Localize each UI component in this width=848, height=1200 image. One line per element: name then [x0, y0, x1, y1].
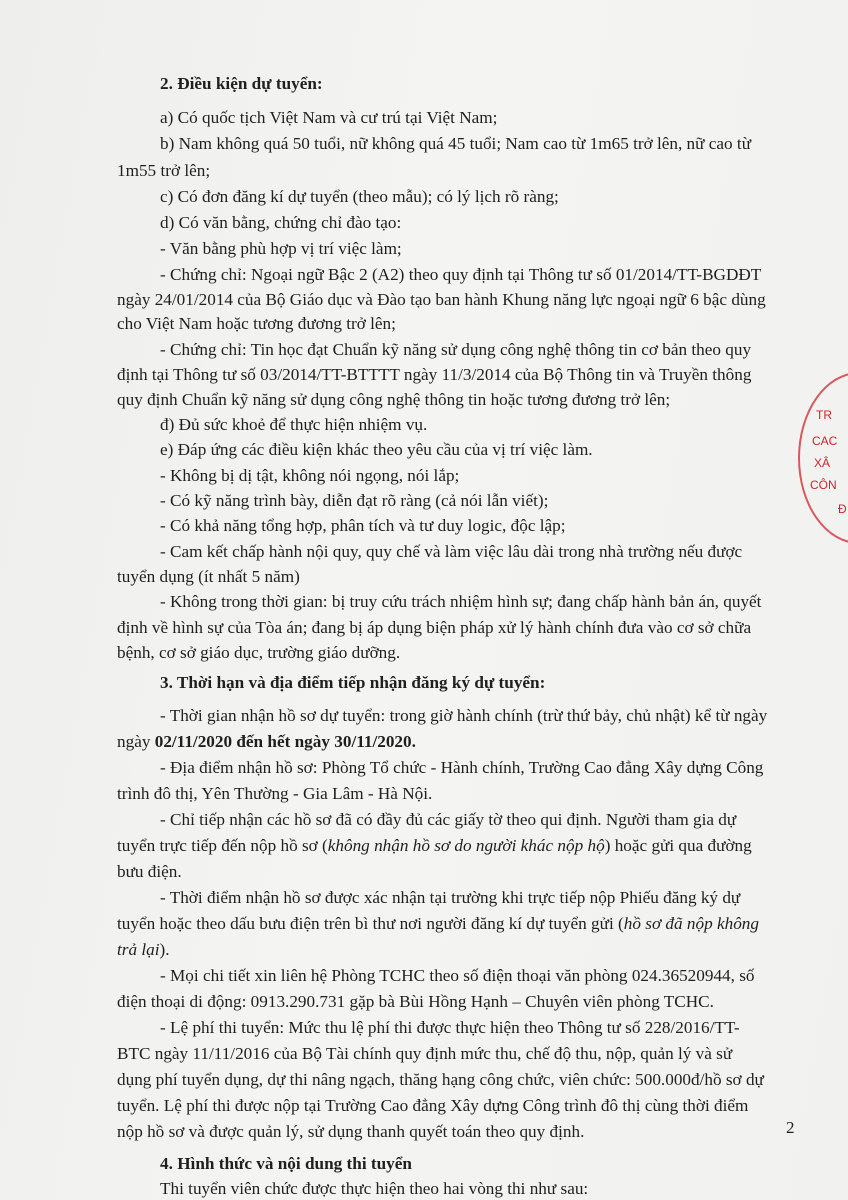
text-line	[117, 913, 759, 935]
text-line: BTC ngày 11/11/2016 của Bộ Tài chính quy định mức thu, chế độ thu, nộp, quản lý và sử	[117, 1044, 733, 1063]
text-line: - Chứng chỉ: Ngoại ngữ Bậc 2 (A2) theo quy định tại Thông tư số 01/2014/TT-BGDĐT	[160, 265, 762, 284]
text-line	[117, 939, 170, 961]
text-line: 1m55 trở lên;	[117, 161, 211, 180]
text-line: nộp hồ sơ và được quản lý, sử dụng thanh quyết toán theo quy định.	[117, 1122, 585, 1141]
text-line: cho Việt Nam hoặc tương đương trở lên;	[117, 314, 396, 333]
stamp-text: CAC	[812, 434, 838, 448]
text-line: trình đô thị, Yên Thường - Gia Lâm - Hà Nội.	[117, 784, 433, 803]
text-line: đ) Đủ sức khoẻ để thực hiện nhiệm vụ.	[160, 415, 428, 434]
italic-note: trả lại	[117, 940, 160, 959]
stamp-text: CÔN	[810, 478, 837, 492]
text-line: bệnh, cơ sở giáo dục, trường giáo dưỡng.	[117, 643, 401, 662]
text-line: bưu điện.	[117, 862, 182, 881]
stamp-text: TR	[816, 408, 832, 422]
text-line: - Văn bằng phù hợp vị trí việc làm;	[160, 239, 402, 258]
section-3-heading: 3. Thời hạn và địa điểm tiếp nhận đăng ký dự tuyển:	[160, 673, 546, 692]
text-line: tuyển dụng (ít nhất 5 năm)	[117, 567, 300, 586]
text-line: tuyển. Lệ phí thi được nộp tại Trường Cao đẳng Xây dựng Công trình đô thị cùng thời điểm	[117, 1096, 749, 1115]
text-line: dụng phí tuyển dụng, dự thi nâng ngạch, thăng hạng công chức, viên chức: 500.000đ/hồ sơ dự	[117, 1070, 764, 1089]
text-line: quy định Chuẩn kỹ năng sử dụng công nghệ thông tin hoặc tương đương trở lên;	[117, 390, 671, 409]
text-line: ngày 24/01/2014 của Bộ Giáo dục và Đào tạo ban hành Khung năng lực ngoại ngữ 6 bậc dùng	[117, 290, 766, 309]
text-line: - Không bị dị tật, không nói ngọng, nói lắp;	[160, 466, 460, 485]
text-line: c) Có đơn đăng kí dự tuyển (theo mẫu); có lý lịch rõ ràng;	[160, 187, 559, 206]
italic-note: không nhận hồ sơ do người khác nộp hộ	[327, 836, 605, 855]
text-line: - Địa điểm nhận hồ sơ: Phòng Tổ chức - Hành chính, Trường Cao đẳng Xây dựng Công	[160, 758, 764, 777]
deadline-text: 02/11/2020 đến hết ngày 30/11/2020.	[154, 732, 416, 751]
text-line: - Cam kết chấp hành nội quy, quy chế và làm việc lâu dài trong nhà trường nếu được	[160, 542, 743, 561]
text-line: - Chỉ tiếp nhận các hồ sơ đã có đầy đủ các giấy tờ theo qui định. Người tham gia dự	[160, 810, 737, 829]
stamp-text: Đ	[838, 502, 847, 516]
italic-note: hồ sơ đã nộp không	[623, 914, 759, 933]
page-number: 2	[786, 1118, 795, 1137]
text-line: - Không trong thời gian: bị truy cứu trách nhiệm hình sự; đang chấp hành bản án, quyết	[160, 592, 762, 611]
text-line: - Thời gian nhận hồ sơ dự tuyển: trong giờ hành chính (trừ thứ bảy, chủ nhật) kể từ ngày	[160, 706, 768, 725]
text-span: tuyển trực tiếp đến nộp hồ sơ (	[117, 836, 328, 855]
text-line	[117, 731, 416, 753]
stamp-text: XÂ	[814, 456, 831, 470]
section-4-heading: 4. Hình thức và nội dung thi tuyển	[160, 1154, 412, 1173]
text-span: ) hoặc gửi qua đường	[604, 836, 752, 855]
text-line: - Thời điểm nhận hồ sơ được xác nhận tại trường khi trực tiếp nộp Phiếu đăng ký dự	[160, 888, 741, 907]
text-span: ).	[159, 940, 170, 959]
text-line: - Chứng chỉ: Tin học đạt Chuẩn kỹ năng sử dụng công nghệ thông tin cơ bản theo quy	[160, 340, 752, 359]
section-2-heading: 2. Điều kiện dự tuyển:	[160, 74, 323, 93]
text-line: - Lệ phí thi tuyển: Mức thu lệ phí thi được thực hiện theo Thông tư số 228/2016/TT-	[160, 1018, 740, 1037]
text-line: Thi tuyển viên chức được thực hiện theo hai vòng thi như sau:	[160, 1179, 589, 1198]
text-span: ngày	[117, 732, 155, 751]
text-line: định về hình sự của Tòa án; đang bị áp dụng biện pháp xử lý hành chính đưa vào cơ sở chữa	[117, 618, 752, 637]
red-stamp	[798, 372, 848, 542]
text-line: - Mọi chi tiết xin liên hệ Phòng TCHC theo số điện thoại văn phòng 024.36520944, số	[160, 966, 755, 985]
text-line: điện thoại di động: 0913.290.731 gặp bà Bùi Hồng Hạnh – Chuyên viên phòng TCHC.	[117, 992, 714, 1011]
text-line: d) Có văn bằng, chứng chỉ đào tạo:	[160, 213, 402, 232]
text-line: e) Đáp ứng các điều kiện khác theo yêu cầu của vị trí việc làm.	[160, 440, 593, 459]
text-line	[117, 835, 752, 857]
text-line: định tại Thông tư số 03/2014/TT-BTTTT ngày 11/3/2014 của Bộ Thông tin và Truyền thông	[117, 365, 752, 384]
text-line: - Có kỹ năng trình bày, diễn đạt rõ ràng (cả nói lẫn viết);	[160, 491, 549, 510]
text-line: b) Nam không quá 50 tuổi, nữ không quá 45 tuổi; Nam cao từ 1m65 trở lên, nữ cao từ	[160, 134, 752, 153]
text-span: tuyển hoặc theo dấu bưu điện trên bì thư nơi người đăng kí dự tuyển gửi (	[117, 914, 624, 933]
text-line: a) Có quốc tịch Việt Nam và cư trú tại Việt Nam;	[160, 108, 498, 127]
text-line: - Có khả năng tổng hợp, phân tích và tư duy logic, độc lập;	[160, 516, 566, 535]
